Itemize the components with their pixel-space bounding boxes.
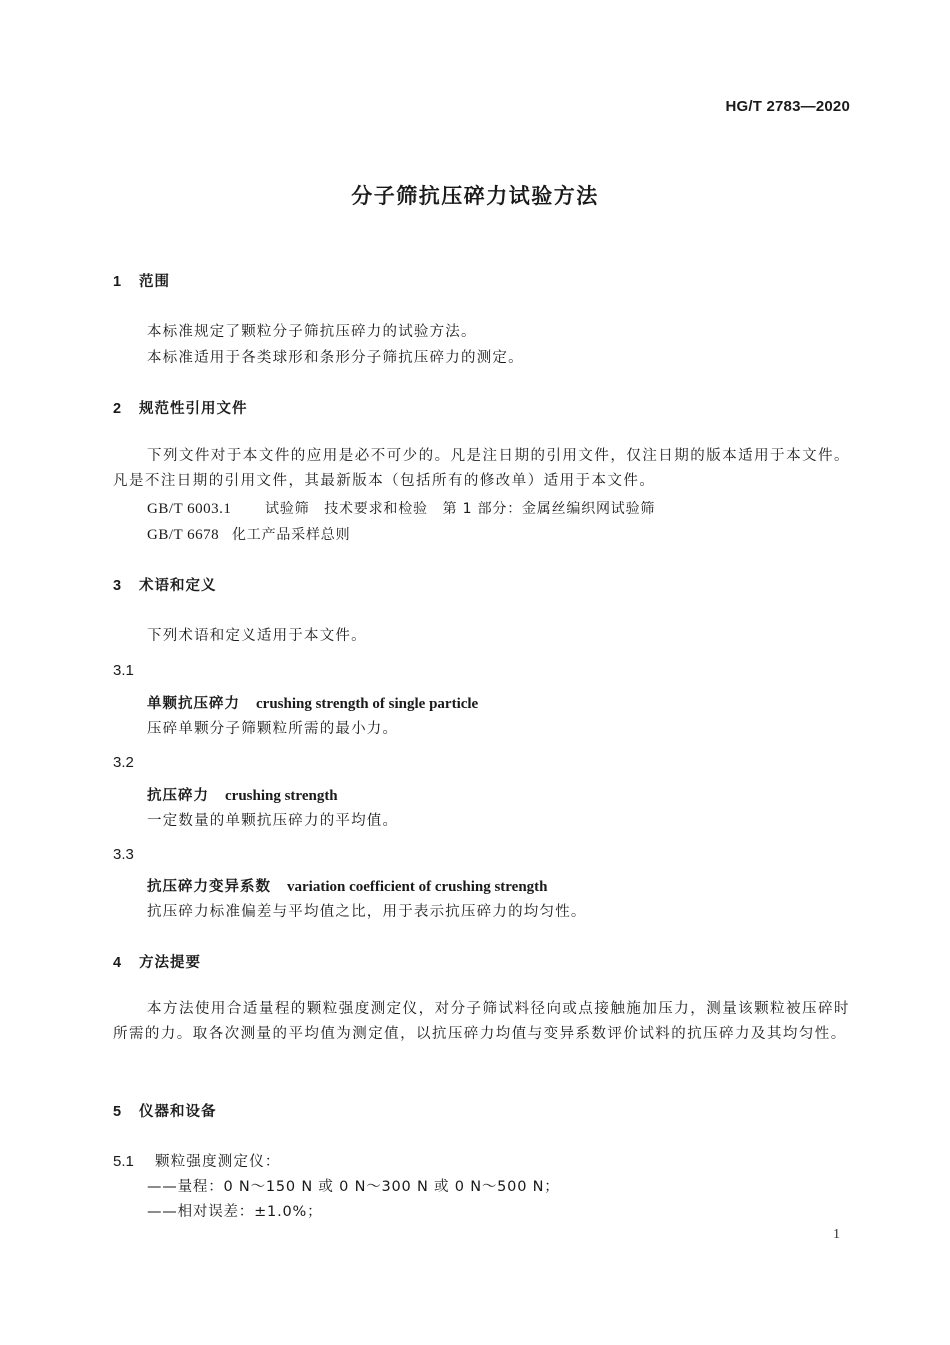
normative-reference	[147, 498, 655, 518]
subclause-number: 5.1	[113, 1153, 134, 1170]
section-3-heading	[113, 574, 217, 595]
term-definition: 抗压碎力标准偏差与平均值之比，用于表示抗压碎力的均匀性。	[147, 904, 587, 920]
reference-code: GB/T 6003.1	[147, 501, 232, 517]
section-4-heading	[113, 951, 201, 972]
reference-title: 试验筛 技术要求和检验 第 1 部分：金属丝编织网试验筛	[265, 501, 656, 517]
term-entry	[147, 875, 548, 896]
section-title: 规范性引用文件	[139, 401, 248, 417]
section-title: 术语和定义	[139, 578, 217, 594]
paragraph-line: 本标准适用于各类球形和条形分子筛抗压碎力的测定。	[147, 350, 524, 366]
section-1-heading	[113, 270, 170, 291]
section-number: 3	[113, 578, 122, 594]
reference-title: 化工产品采样总则	[232, 527, 351, 543]
spec-line: ——相对误差：±1.0%；	[147, 1204, 323, 1220]
term-definition: 一定数量的单颗抗压碎力的平均值。	[147, 813, 399, 829]
term-number: 3.2	[113, 754, 134, 771]
paragraph-line: 下列术语和定义适用于本文件。	[147, 628, 367, 644]
spec-line: ——量程：0 N～150 N 或 0 N～300 N 或 0 N～500 N；	[147, 1179, 560, 1195]
reference-code: GB/T 6678	[147, 527, 220, 543]
section-2-heading	[113, 397, 248, 418]
page-number: 1	[833, 1227, 840, 1242]
section-number: 1	[113, 274, 122, 290]
paragraph: 本方法使用合适量程的颗粒强度测定仪，对分子筛试料径向或点接触施加压力，测量该颗粒被压碎时所需的力。取各次测量的平均值为测定值，以抗压碎力均值与变异系数评价试料的抗压碎力及其均匀性。	[113, 1001, 850, 1042]
term-number: 3.3	[113, 846, 134, 863]
section-title: 方法提要	[139, 955, 201, 971]
term-en: crushing strength of single particle	[256, 696, 479, 712]
term-number: 3.1	[113, 662, 134, 679]
section-title: 范围	[139, 274, 170, 290]
term-definition: 压碎单颗分子筛颗粒所需的最小力。	[147, 721, 399, 737]
term-entry	[147, 692, 478, 713]
section-number: 5	[113, 1104, 122, 1120]
term-entry	[147, 784, 338, 805]
term-zh: 单颗抗压碎力	[147, 696, 240, 712]
subclause-title: 颗粒强度测定仪：	[155, 1154, 281, 1170]
section-title: 仪器和设备	[139, 1104, 217, 1120]
term-zh: 抗压碎力变异系数	[147, 879, 271, 895]
term-zh: 抗压碎力	[147, 788, 209, 804]
section-number: 4	[113, 955, 122, 971]
term-en: variation coefficient of crushing strength	[287, 879, 548, 895]
section-number: 2	[113, 401, 122, 417]
section-5-heading	[113, 1100, 217, 1121]
normative-reference	[147, 524, 350, 544]
term-en: crushing strength	[225, 788, 338, 804]
document-title: 分子筛抗压碎力试验方法	[351, 184, 599, 208]
paragraph-line: 本标准规定了颗粒分子筛抗压碎力的试验方法。	[147, 324, 477, 340]
standard-code: HG/T 2783—2020	[725, 98, 850, 115]
paragraph: 下列文件对于本文件的应用是必不可少的。凡是注日期的引用文件，仅注日期的版本适用于本文件。凡是不注日期的引用文件，其最新版本（包括所有的修改单）适用于本文件。	[113, 448, 850, 489]
subclause-5-1	[113, 1150, 281, 1171]
